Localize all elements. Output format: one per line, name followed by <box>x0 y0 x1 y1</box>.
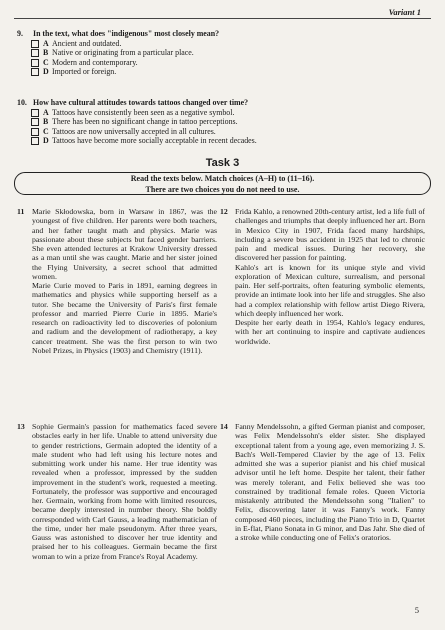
checkbox[interactable] <box>31 118 39 126</box>
text-number: 11 <box>17 207 25 216</box>
option-text: There has been no significant change in tattoo perceptions. <box>52 117 238 127</box>
question-text: How have cultural attitudes towards tattoos changed over time? <box>33 98 249 107</box>
checkbox[interactable] <box>31 68 39 76</box>
option-text: Tattoos have consistently been seen as a negative symbol. <box>52 107 235 117</box>
question-9 <box>17 29 417 77</box>
question-stem <box>17 98 417 108</box>
text-body: Frida Kahlo, a renowned 20th-century artist, led a life full of challenges and triumphs that deeply influenced her art. Born in Mexico City in 1907, Frida faced many hardships, including a severe bus accident in 1925 that led to chronic pain and medical issues. During her recovery, she discovered her passion for painting. Kahlo's art is known for its unique style and vivid exploration of Mexican culture, surrealism, and personal pain. Her self-portraits, often featuring symbolic elements, provide an intimate look into her life and struggles. She also had a complex relationship with fellow artist Diego Rivera, which deeply influenced her work. Despite her early death in 1954, Kahlo's legacy endures, with her art continuing to inspire and captivate audiences worldwide. <box>235 207 425 346</box>
option-letter: D <box>43 67 49 77</box>
text-body: Fanny Mendelssohn, a gifted German pianist and composer, was Felix Mendelssohn's elder sister. She displayed exceptional talent from a young age, even memorizing J. S. Bach's Well-Tempered Clavier by the age of 13. Felix admitted she was a superior pianist and his chief musical advisor until he left home. Despite her talent, their father was merely tolerant, and Felix believed she was too constrained by traditional female roles. Queen Victoria mistakenly attributed the Mendelssohn song "Italien" to Felix, discovering later it was Fanny's work. Fanny composed 460 pieces, including the Piano Trio in D, Quartet in E-flat, Piano Sonata in G minor, and Das Jahr. She died of a stroke while conducting one of Felix's oratorios. <box>235 422 425 542</box>
option-text: Tattoos are now universally accepted in all cultures. <box>52 126 216 136</box>
task-title: Task 3 <box>205 157 240 169</box>
option-letter: D <box>43 136 49 146</box>
answer-option[interactable] <box>17 127 417 137</box>
option-text: Imported or foreign. <box>52 67 117 77</box>
option-text: Ancient and outdated. <box>52 38 122 48</box>
answer-option[interactable] <box>17 108 417 118</box>
option-text: Modern and contemporary. <box>52 57 138 67</box>
text-body: Marie Skłodowska, born in Warsaw in 1867, was the youngest of five children. Her parents were both teachers, and her father taught math and physics. Marie was passionate about these subjects but faced gender barriers. She even attended lectures at Krakow University dressed as a man until she was caught. Marie and her sister joined the Flying University, a secret school that admitted women. Marie Curie moved to Paris in 1891, earning degrees in mathematics and physics while supporting herself as a tutor. She became the University of Paris's first female professor and married Pierre Curie in 1895. Marie's research on radioactivity led to discoveries of polonium and radium and the development of radiotherapy, a key cancer treatment. She was the first person to win two Nobel Prizes, in Physics (1903) and Chemistry (1911). <box>32 207 217 355</box>
checkbox[interactable] <box>31 59 39 67</box>
checkbox[interactable] <box>31 49 39 57</box>
text-block-12 <box>220 207 425 346</box>
checkbox[interactable] <box>31 128 39 136</box>
option-letter: B <box>43 117 49 127</box>
answer-option[interactable] <box>17 117 417 127</box>
text-body: Sophie Germain's passion for mathematics faced severe obstacles early in her life. Unable to attend university due to gender restrictions, Germain adopted the identity of a male student who had left using his lecture notes and submitting work under his name. Her true identity was revealed when a professor, impressed by the sudden improvement in the student's work, requested a meeting. Fortunately, the professor was supportive and encouraged her. Germain, working from home with limited resources, became deeply interested in number theory. She boldly corresponded with Carl Gauss, a leading mathematician of the time, under her male pseudonym. After three years, Gauss was astonished to discover her true identity and praised her to his colleagues. Germain became the first woman to win a prize from France's Royal Academy. <box>32 422 217 561</box>
text-number: 12 <box>220 207 228 216</box>
question-text: In the text, what does "indigenous" most closely mean? <box>33 29 220 38</box>
task-instruction <box>14 172 431 195</box>
checkbox[interactable] <box>31 40 39 48</box>
answer-option[interactable] <box>17 136 417 146</box>
option-letter: C <box>43 57 49 67</box>
text-number: 13 <box>17 422 25 431</box>
question-stem <box>17 29 417 39</box>
checkbox[interactable] <box>31 109 39 117</box>
option-text: Native or originating from a particular place. <box>52 48 194 58</box>
instruction-line-1: Read the texts below. Match choices (A–H) to (11–16). <box>130 174 315 183</box>
page-number: 5 <box>414 605 419 615</box>
answer-option[interactable] <box>17 58 417 68</box>
variant-label: Variant 1 <box>388 7 421 17</box>
option-letter: B <box>43 48 49 58</box>
answer-option[interactable] <box>17 67 417 77</box>
instruction-line-2: There are two choices you do not need to use. <box>145 184 300 194</box>
option-letter: A <box>43 38 49 48</box>
option-text: Tattoos have become more socially acceptable in recent decades. <box>52 136 257 146</box>
text-number: 14 <box>220 422 228 431</box>
text-block-13 <box>17 422 217 561</box>
question-number: 10. <box>17 98 27 107</box>
option-letter: A <box>43 107 49 117</box>
header-rule <box>14 18 431 19</box>
answer-option[interactable] <box>17 39 417 49</box>
text-block-14 <box>220 422 425 542</box>
answer-option[interactable] <box>17 48 417 58</box>
checkbox[interactable] <box>31 137 39 145</box>
question-10 <box>17 98 417 146</box>
question-number: 9. <box>17 29 23 38</box>
text-block-11 <box>17 207 217 355</box>
option-letter: C <box>43 126 49 136</box>
